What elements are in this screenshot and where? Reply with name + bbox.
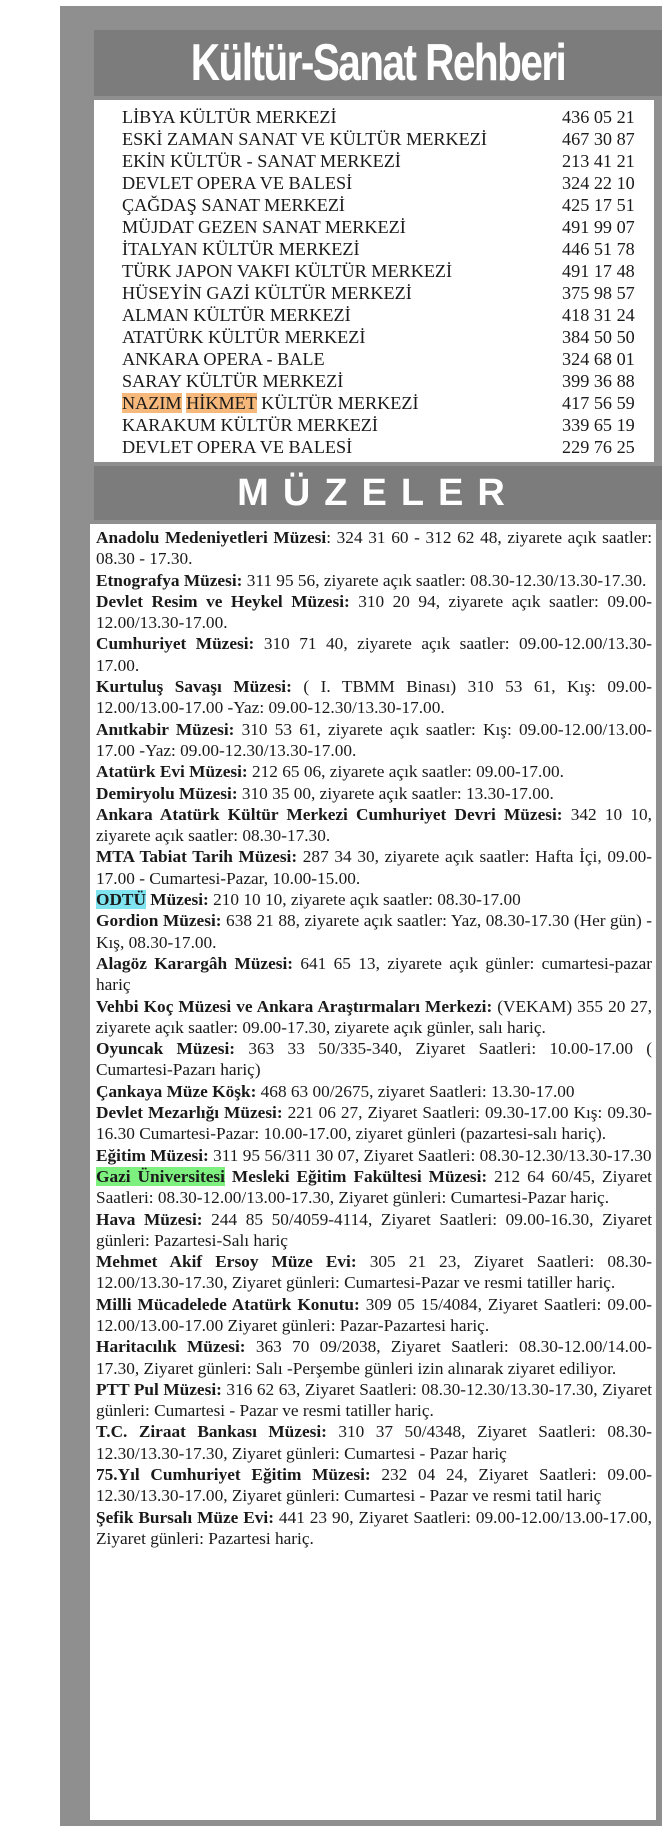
list-item: 75.Yıl Cumhuriyet Eğitim Müzesi: 232 04 24, Ziyaret Saatleri: 09.00-12.30/13.30-17.00, Ziyaret günleri: Cumartesi - Pazar ve resmi tatil hariç [96,1465,652,1506]
list-item: Anadolu Medeniyetleri Müzesi: 324 31 60 - 312 62 48, ziyarete açık saatler: 08.30 - 17.30. [96,528,653,569]
list-item: Şefik Bursalı Müze Evi: 441 23 90, Ziyaret Saatleri: 09.00-12.00/13.00-17.00, Ziyaret günleri: Pazartesi hariç. [96,1507,653,1548]
highlight-gazi: Gazi Üniversitesi [96,1166,225,1186]
list-item: Atatürk Evi Müzesi: 212 65 06, ziyarete açık saatler: 09.00-17.00. [96,762,564,782]
list-item: TÜRK JAPON VAKFI KÜLTÜR MERKEZİ 491 17 48 [122,261,635,281]
list-item: PTT Pul Müzesi: 316 62 63, Ziyaret Saatleri: 08.30-12.30/13.30-17.30, Ziyaret günleri: Cumartesi - Pazar ve resmi tatiller hariç. [96,1379,652,1421]
list-item: DEVLET OPERA VE BALESİ 324 22 10 [122,173,635,193]
list-item: Hava Müzesi: 244 85 50/4059-4114, Ziyaret Saatleri: 09.00-16.30, Ziyaret günleri: Pazartesi-Salı hariç [96,1209,652,1250]
list-item: Demiryolu Müzesi: 310 35 00, ziyarete açık saatler: 13.30-17.00. [96,783,554,803]
list-item: KARAKUM KÜLTÜR MERKEZİ 339 65 19 [122,415,635,435]
list-item: MÜJDAT GEZEN SANAT MERKEZİ 491 99 07 [122,217,635,237]
list-item: Anıtkabir Müzesi: 310 53 61, ziyarete açık saatler: Kış: 09.00-12.00/13.00-17.00 -Yaz: 09.00-12.30/13.30-17.00. [96,719,652,760]
list-item: ATATÜRK KÜLTÜR MERKEZİ 384 50 50 [122,327,635,347]
list-item: LİBYA KÜLTÜR MERKEZİ 436 05 21 [122,107,635,127]
list-item: Çankaya Müze Köşk: 468 63 00/2675, ziyaret Saatleri: 13.30-17.00 [96,1081,575,1101]
list-item: İTALYAN KÜLTÜR MERKEZİ 446 51 78 [122,239,635,259]
list-item: HÜSEYİN GAZİ KÜLTÜR MERKEZİ 375 98 57 [122,283,635,303]
list-item: T.C. Ziraat Bankası Müzesi: 310 37 50/4348, Ziyaret Saatleri: 08.30-12.30/13.30-17.30, Ziyaret günleri: Cumartesi - Pazar hariç [96,1422,652,1463]
list-item: Ankara Atatürk Kültür Merkezi Cumhuriyet Devri Müzesi: 342 10 10, ziyarete açık saatler: 08.30-17.30. [96,804,652,846]
highlight-hikmet: HİKMET [186,393,257,413]
list-item: DEVLET OPERA VE BALESİ 229 76 25 [122,437,635,457]
list-item: ESKİ ZAMAN SANAT VE KÜLTÜR MERKEZİ 467 30 87 [122,129,635,149]
list-item-highlighted: Gazi Üniversitesi Mesleki Eğitim Fakültesi Müzesi: 212 64 60/45, Ziyaret Saatleri: 08.30-12.00/13.00-17.30, Ziyaret günleri: Cumartesi-Pazar hariç. [96,1166,652,1208]
list-item: Alagöz Karargâh Müzesi: 641 65 13, ziyarete açık günler: cumartesi-pazar hariç [96,953,653,995]
list-item: Haritacılık Müzesi: 363 70 09/2038, Ziyaret Saatleri: 08.30-12.00/14.00-17.30, Ziyaret günleri: Salı -Perşembe günleri izin alınarak ziyaret ediliyor. [96,1337,652,1378]
list-item: Devlet Mezarlığı Müzesi: 221 06 27, Ziyaret Saatleri: 09.30-17.00 Kış: 09.30-16.30 Cumartesi-Pazar: 10.00-17.00, ziyaret günleri (pazartesi-salı hariç). [96,1103,652,1144]
list-item: EKİN KÜLTÜR - SANAT MERKEZİ 213 41 21 [122,151,635,171]
list-item: Kurtuluş Savaşı Müzesi: ( I. TBMM Binası) 310 53 61, Kış: 09.00-12.00/13.00-17.00 -Yaz: 09.00-12.30/13.30-17.00. [96,677,652,718]
list-item: MTA Tabiat Tarih Müzesi: 287 34 30, ziyarete açık saatler: Hafta İçi, 09.00-17.00 - Cumartesi-Pazar, 10.00-15.00. [96,847,652,888]
list-item: SARAY KÜLTÜR MERKEZİ 399 36 88 [122,371,635,391]
list-item: ÇAĞDAŞ SANAT MERKEZİ 425 17 51 [122,195,635,215]
list-item: Mehmet Akif Ersoy Müze Evi: 305 21 23, Ziyaret Saatleri: 08.30-12.00/13.30-17.30, Ziyaret günleri: Cumartesi-Pazar ve resmi tatiller hariç. [96,1252,652,1293]
list-item: ALMAN KÜLTÜR MERKEZİ 418 31 24 [122,305,635,325]
list-item-highlighted: ODTÜ Müzesi: 210 10 10, ziyarete açık saatler: 08.30-17.00 [96,890,521,910]
list-item: Milli Mücadelede Atatürk Konutu: 309 05 15/4084, Ziyaret Saatleri: 09.00-12.00/13.00-17.00 Ziyaret günleri: Pazar-Pazartesi hariç. [96,1294,652,1335]
museum-list [96,527,652,1549]
list-item: Eğitim Müzesi: 311 95 56/311 30 07, Ziyaret Saatleri: 08.30-12.30/13.30-17.30 [96,1145,652,1165]
list-item: Etnografya Müzesi: 311 95 56, ziyarete açık saatler: 08.30-12.30/13.30-17.30. [96,570,647,590]
list-item: ANKARA OPERA - BALE 324 68 01 [122,349,635,369]
list-item: Cumhuriyet Müzesi: 310 71 40, ziyarete açık saatler: 09.00-12.00/13.30-17.00. [96,634,652,675]
highlight-odtu: ODTÜ [96,890,146,910]
list-item: Vehbi Koç Müzesi ve Ankara Araştırmaları Merkezi: (VEKAM) 355 20 27, ziyarete açık saatler: 09.00-17.30, ziyarete açık günler, salı hariç. [96,996,652,1037]
list-item: Gordion Müzesi: 638 21 88, ziyarete açık saatler: Yaz, 08.30-17.30 (Her gün) - Kış, 08.30-17.00. [96,911,653,952]
culture-center-list [122,106,652,458]
page-title: Kültür-Sanat Rehberi [94,30,662,96]
section-title-museums: MÜZELER [94,466,662,520]
list-item: Devlet Resim ve Heykel Müzesi: 310 20 94, ziyarete açık saatler: 09.00-12.00/13.30-17.00. [96,591,652,633]
list-item-highlighted: NAZIM HİKMET KÜLTÜR MERKEZİ 417 56 59 [122,393,635,413]
list-item: Oyuncak Müzesi: 363 33 50/335-340, Ziyaret Saatleri: 10.00-17.00 ( Cumartesi-Pazarı hariç) [96,1039,653,1080]
highlight-nazim: NAZIM [122,393,182,413]
